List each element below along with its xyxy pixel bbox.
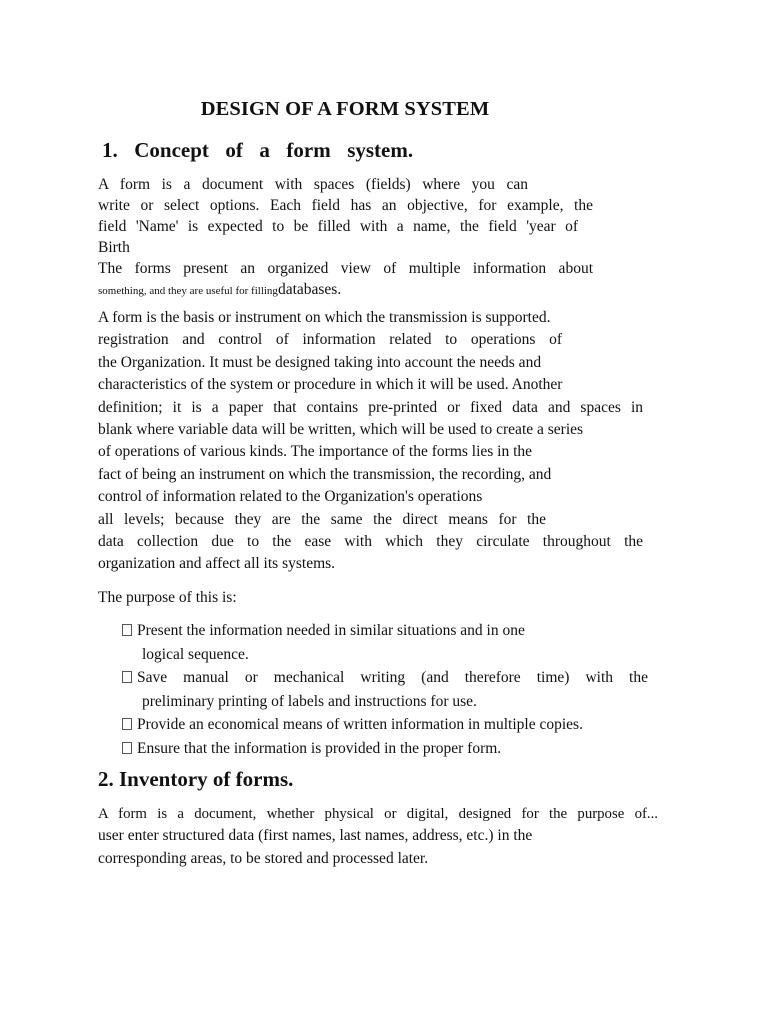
bullet-box-icon [122,624,132,636]
bullet-box-icon [122,671,132,683]
bullet-continuation: preliminary printing of labels and instructions for use. [142,692,477,710]
section-2-paragraph-1 [98,803,658,870]
text-line [122,619,648,643]
list-item [122,666,648,713]
text-line: characteristics of the system or procedure in which it will be used. Another [98,376,563,394]
purpose-list [122,619,648,760]
text-line: user enter structured data (first names, last names, address, etc.) in the [98,827,533,845]
text-line: the Organization. It must be designed taking into account the needs and [98,353,542,371]
section-2-heading: 2. Inventory of forms. [98,767,294,791]
text-line: all levels; because they are the same the direct means for the [98,510,546,528]
list-item [122,619,648,666]
text-line [122,666,648,690]
text-line [98,279,643,302]
text-run: databases. [277,281,342,298]
text-line: A form is a document with spaces (fields) where you can [98,176,528,193]
text-line: control of information related to the Organization's operations [98,488,483,506]
section-1-heading: 1. Concept of a form system. [102,138,414,162]
bullet-continuation: logical sequence. [142,645,249,663]
bullet-text: Ensure that the information is provided in the proper form. [137,739,502,757]
text-line: A form is the basis or instrument on which the transmission is supported. [98,309,551,326]
purpose-intro: The purpose of this is: [98,589,237,606]
section-1-paragraph-1 [98,174,643,302]
text-line: A form is a document, whether physical or digital, designed for the purpose of... [98,806,658,822]
text-line: organization and affect all its systems. [98,555,336,573]
text-line [122,737,648,761]
text-line: definition; it is a paper that contains pre-printed or fixed data and spaces in [98,398,643,416]
section-1-paragraph-2 [98,307,643,576]
bullet-text: Present the information needed in similar situations and in one [137,622,525,639]
text-line: fact of being an instrument on which the transmission, the recording, and [98,465,552,483]
text-line: registration and control of information related to operations of [98,331,562,349]
bullet-box-icon [122,718,132,730]
list-item [122,737,648,761]
text-line: Birth [98,239,130,256]
text-line: blank where variable data will be written, which will be used to create a series [98,421,584,439]
text-line: of operations of various kinds. The importance of the forms lies in the [98,443,533,461]
list-item [122,713,648,737]
text-line: write or select options. Each field has an objective, for example, the [98,197,593,214]
text-line: field 'Name' is expected to be filled with a name, the field 'year of [98,218,578,235]
text-line: The forms present an organized view of multiple information about [98,260,593,277]
small-text: something, and they are useful for filling [98,285,278,297]
text-line: data collection due to the ease with which they circulate throughout the [98,533,643,551]
document-title: DESIGN OF A FORM SYSTEM [200,98,490,120]
bullet-text: Save manual or mechanical writing (and therefore time) with the [137,669,648,686]
bullet-text: Provide an economical means of written information in multiple copies. [137,716,583,733]
text-line: corresponding areas, to be stored and processed later. [98,849,429,867]
text-line [122,713,648,737]
bullet-box-icon [122,742,132,754]
